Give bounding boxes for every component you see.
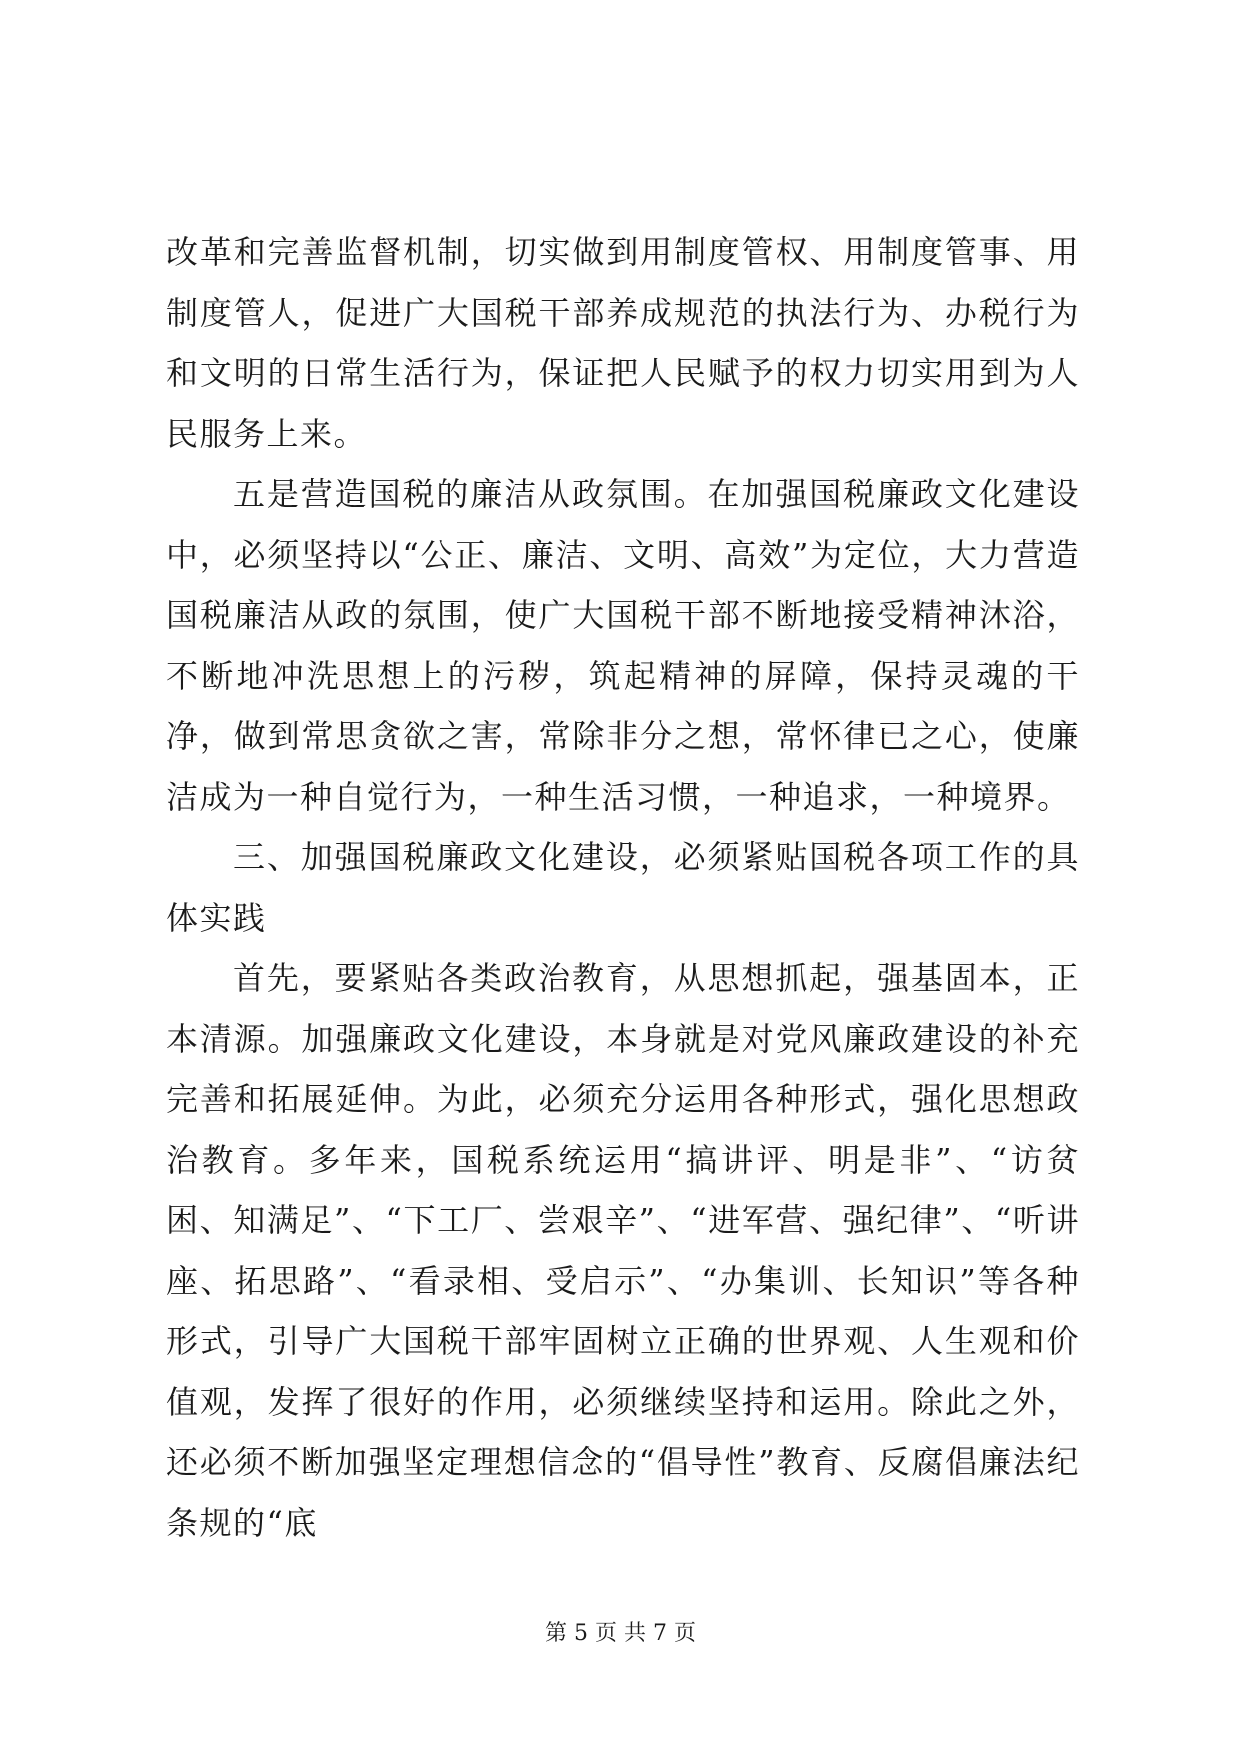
paragraph-2: 五是营造国税的廉洁从政氛围。在加强国税廉政文化建设中，必须坚持以“公正、廉洁、文明、高效”为定位，大力营造国税廉洁从政的氛围，使广大国税干部不断地接受精神沐浴，不断地冲洗思想上的污秽，筑起精神的屏障，保持灵魂的干净，做到常思贪欲之害，常除非分之想，常怀律已之心，使廉洁成为一种自觉行为，一种生活习惯，一种追求，一种境界。 [166, 475, 1080, 816]
section-heading-3: 三、加强国税廉政文化建设，必须紧贴国税各项工作的具体实践 [166, 838, 1080, 937]
page-footer: 第 5 页 共 7 页 [545, 1621, 696, 1646]
paragraph-4: 首先，要紧贴各类政治教育，从思想抓起，强基固本，正本清源。加强廉政文化建设，本身就是对党风廉政建设的补充完善和拓展延伸。为此，必须充分运用各种形式，强化思想政治教育。多年来，国税系统运用“搞讲评、明是非”、“访贫困、知满足”、“下工厂、尝艰辛”、“进军营、强纪律”、“听讲座、拓思路”、“看录相、受启示”、“办集训、长知识”等各种形式，引导广大国税干部牢固树立正确的世界观、人生观和价值观，发挥了很好的作用，必须继续坚持和运用。除此之外，还必须不断加强坚定理想信念的“倡导性”教育、反腐倡廉法纪条规的“底 [166, 959, 1080, 1542]
paragraph-1: 改革和完善监督机制，切实做到用制度管权、用制度管事、用制度管人，促进广大国税干部养成规范的执法行为、办税行为和文明的日常生活行为，保证把人民赋予的权力切实用到为人民服务上来。 [166, 233, 1080, 453]
document-body [166, 222, 1080, 1553]
